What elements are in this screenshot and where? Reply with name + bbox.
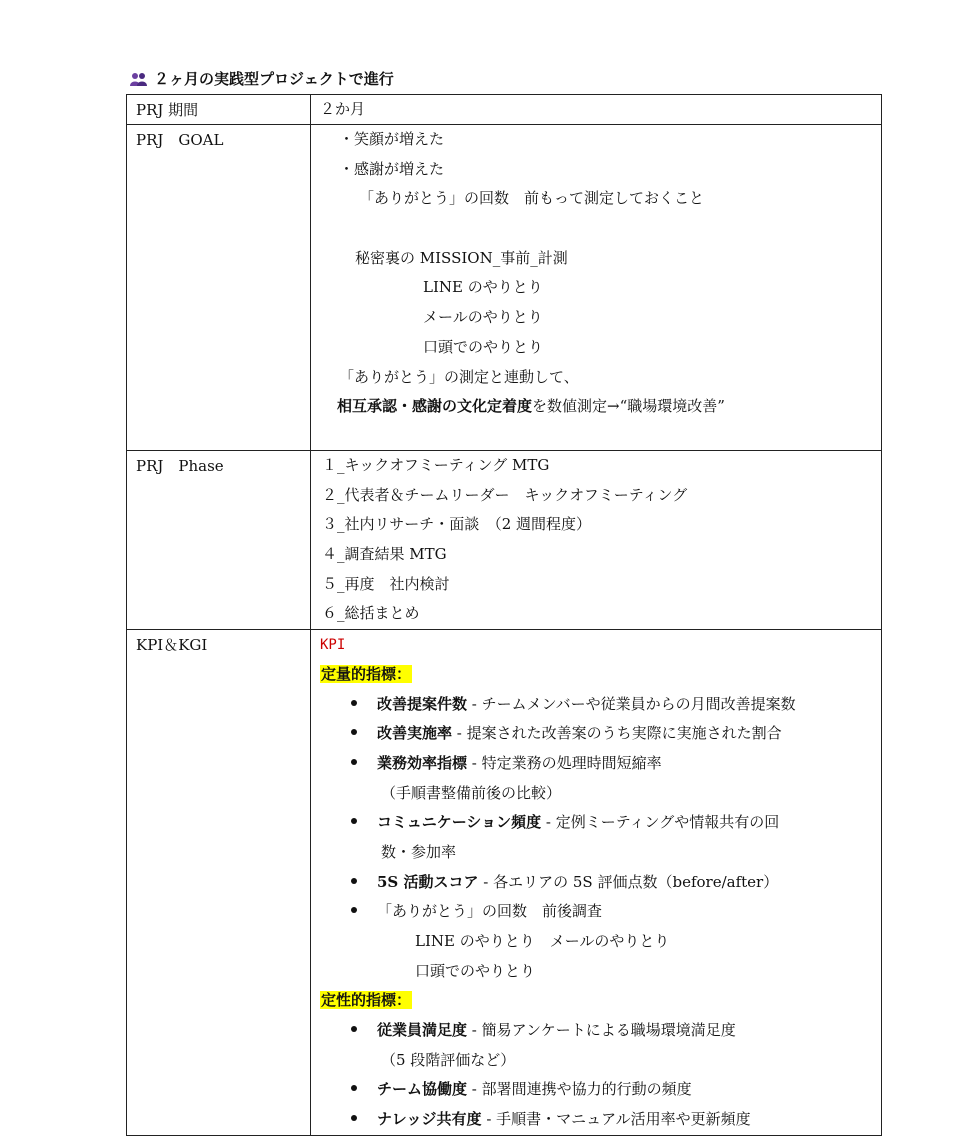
quant-item	[311, 749, 881, 779]
qual-item-rest: - 部署間連携や協力的行動の頻度	[467, 1080, 692, 1099]
qual-item-bold: ナレッジ共有度	[377, 1110, 482, 1129]
phase-item: ２_代表者＆チームリーダー キックオフミーティング	[322, 485, 688, 504]
bullet-icon	[351, 878, 357, 884]
bullet-icon	[351, 1115, 357, 1121]
quant-item-bold: 改善実施率	[377, 724, 453, 743]
kpi-row	[127, 630, 882, 1136]
quant-item-rest: - 定例ミーティングや情報共有の回	[541, 813, 780, 832]
quant-item	[311, 868, 881, 898]
quant-title-line	[311, 660, 881, 690]
goal-line: 「ありがとう」の回数 前もって測定しておくこと	[359, 189, 705, 208]
goal-line: ・感謝が増えた	[339, 159, 445, 178]
goal-line: LINE のやりとり	[423, 278, 543, 297]
goal-row	[127, 125, 882, 451]
quant-item-rest: - チームメンバーや従業員からの月間改善提案数	[467, 694, 796, 713]
phase-value-cell	[311, 451, 882, 630]
quant-item-rest: - 提案された改善案のうち実際に実施された割合	[452, 724, 782, 743]
section-heading	[130, 68, 394, 90]
bullet-icon	[351, 700, 357, 706]
period-value-cell	[311, 95, 882, 125]
bullet-icon	[351, 907, 357, 913]
quant-item	[311, 690, 881, 720]
quant-item-rest: 「ありがとう」の回数 前後調査	[377, 902, 603, 921]
kpi-label: KPI＆KGI	[127, 630, 311, 1136]
goal-line: 秘密裏の MISSION_事前_計測	[355, 248, 568, 267]
quant-item	[311, 897, 881, 927]
bullet-icon	[351, 729, 357, 735]
goal-summary-line	[311, 392, 881, 422]
quant-item	[311, 808, 881, 838]
phase-item: ３_社内リサーチ・面談 （2 週間程度）	[322, 515, 592, 534]
kpi-title-line	[311, 630, 881, 660]
period-label: PRJ 期間	[127, 95, 311, 125]
quant-item-rest: - 各エリアの 5S 評価点数（before/after）	[478, 872, 779, 891]
period-row	[127, 95, 882, 125]
goal-summary-bold: 相互承認・感謝の文化定着度	[337, 397, 533, 416]
goal-summary-rest: を数値測定→“職場環境改善”	[532, 397, 725, 416]
bullet-icon	[351, 759, 357, 765]
quant-item-cont: （手順書整備前後の比較）	[381, 783, 562, 802]
bullet-icon	[351, 1026, 357, 1032]
quant-title: 定量的指標：	[321, 664, 412, 683]
phase-item: ５_再度 社内検討	[322, 574, 450, 593]
kpi-value-cell	[311, 630, 882, 1136]
goal-line: 口頭でのやりとり	[423, 337, 544, 356]
qual-item-bold: 従業員満足度	[377, 1021, 468, 1040]
quant-item-bold: 業務効率指標	[377, 753, 468, 772]
qual-item-rest: - 簡易アンケートによる職場環境満足度	[467, 1021, 736, 1040]
phase-row	[127, 451, 882, 630]
goal-blank-line	[311, 214, 881, 244]
heading-text: ２ヶ月の実践型プロジェクトで進行	[154, 70, 394, 88]
goal-label: PRJ GOAL	[127, 125, 311, 451]
phase-label: PRJ Phase	[127, 451, 311, 630]
quant-item-cont: LINE のやりとり メールのやりとり	[415, 932, 670, 950]
quant-item-bold: 5S 活動スコア	[377, 872, 479, 891]
phase-item: １_キックオフミーティング MTG	[322, 456, 550, 474]
people-icon	[130, 72, 148, 86]
qual-item-bold: チーム協働度	[377, 1080, 468, 1099]
qual-item-cont: （5 段階評価など）	[381, 1050, 516, 1069]
quant-item-rest: - 特定業務の処理時間短縮率	[467, 753, 662, 772]
qual-item	[311, 1075, 881, 1105]
bullet-icon	[351, 1085, 357, 1091]
goal-line: 「ありがとう」の測定と連動して、	[339, 367, 579, 386]
qual-item-rest: - 手順書・マニュアル活用率や更新頻度	[481, 1110, 751, 1129]
quant-item-cont: 口頭でのやりとり	[415, 961, 536, 980]
phase-item: ４_調査結果 MTG	[322, 545, 447, 564]
qual-item	[311, 1016, 881, 1046]
qual-title-line	[311, 986, 881, 1016]
qual-item	[311, 1105, 881, 1135]
quant-item-bold: コミュニケーション頻度	[377, 813, 542, 832]
phase-item: ６_総括まとめ	[322, 604, 420, 623]
quant-item-bold: 改善提案件数	[377, 694, 468, 713]
qual-title: 定性的指標：	[321, 991, 412, 1010]
quant-item	[311, 719, 881, 749]
quant-item-cont: 数・参加率	[381, 842, 457, 861]
bullet-icon	[351, 818, 357, 824]
goal-line: ・笑顔が増えた	[339, 130, 445, 148]
period-value: ２か月	[320, 100, 366, 118]
kpi-title: KPI	[320, 637, 346, 654]
goal-value-cell	[311, 125, 882, 451]
goal-line: メールのやりとり	[423, 308, 543, 327]
project-table	[126, 94, 882, 1136]
